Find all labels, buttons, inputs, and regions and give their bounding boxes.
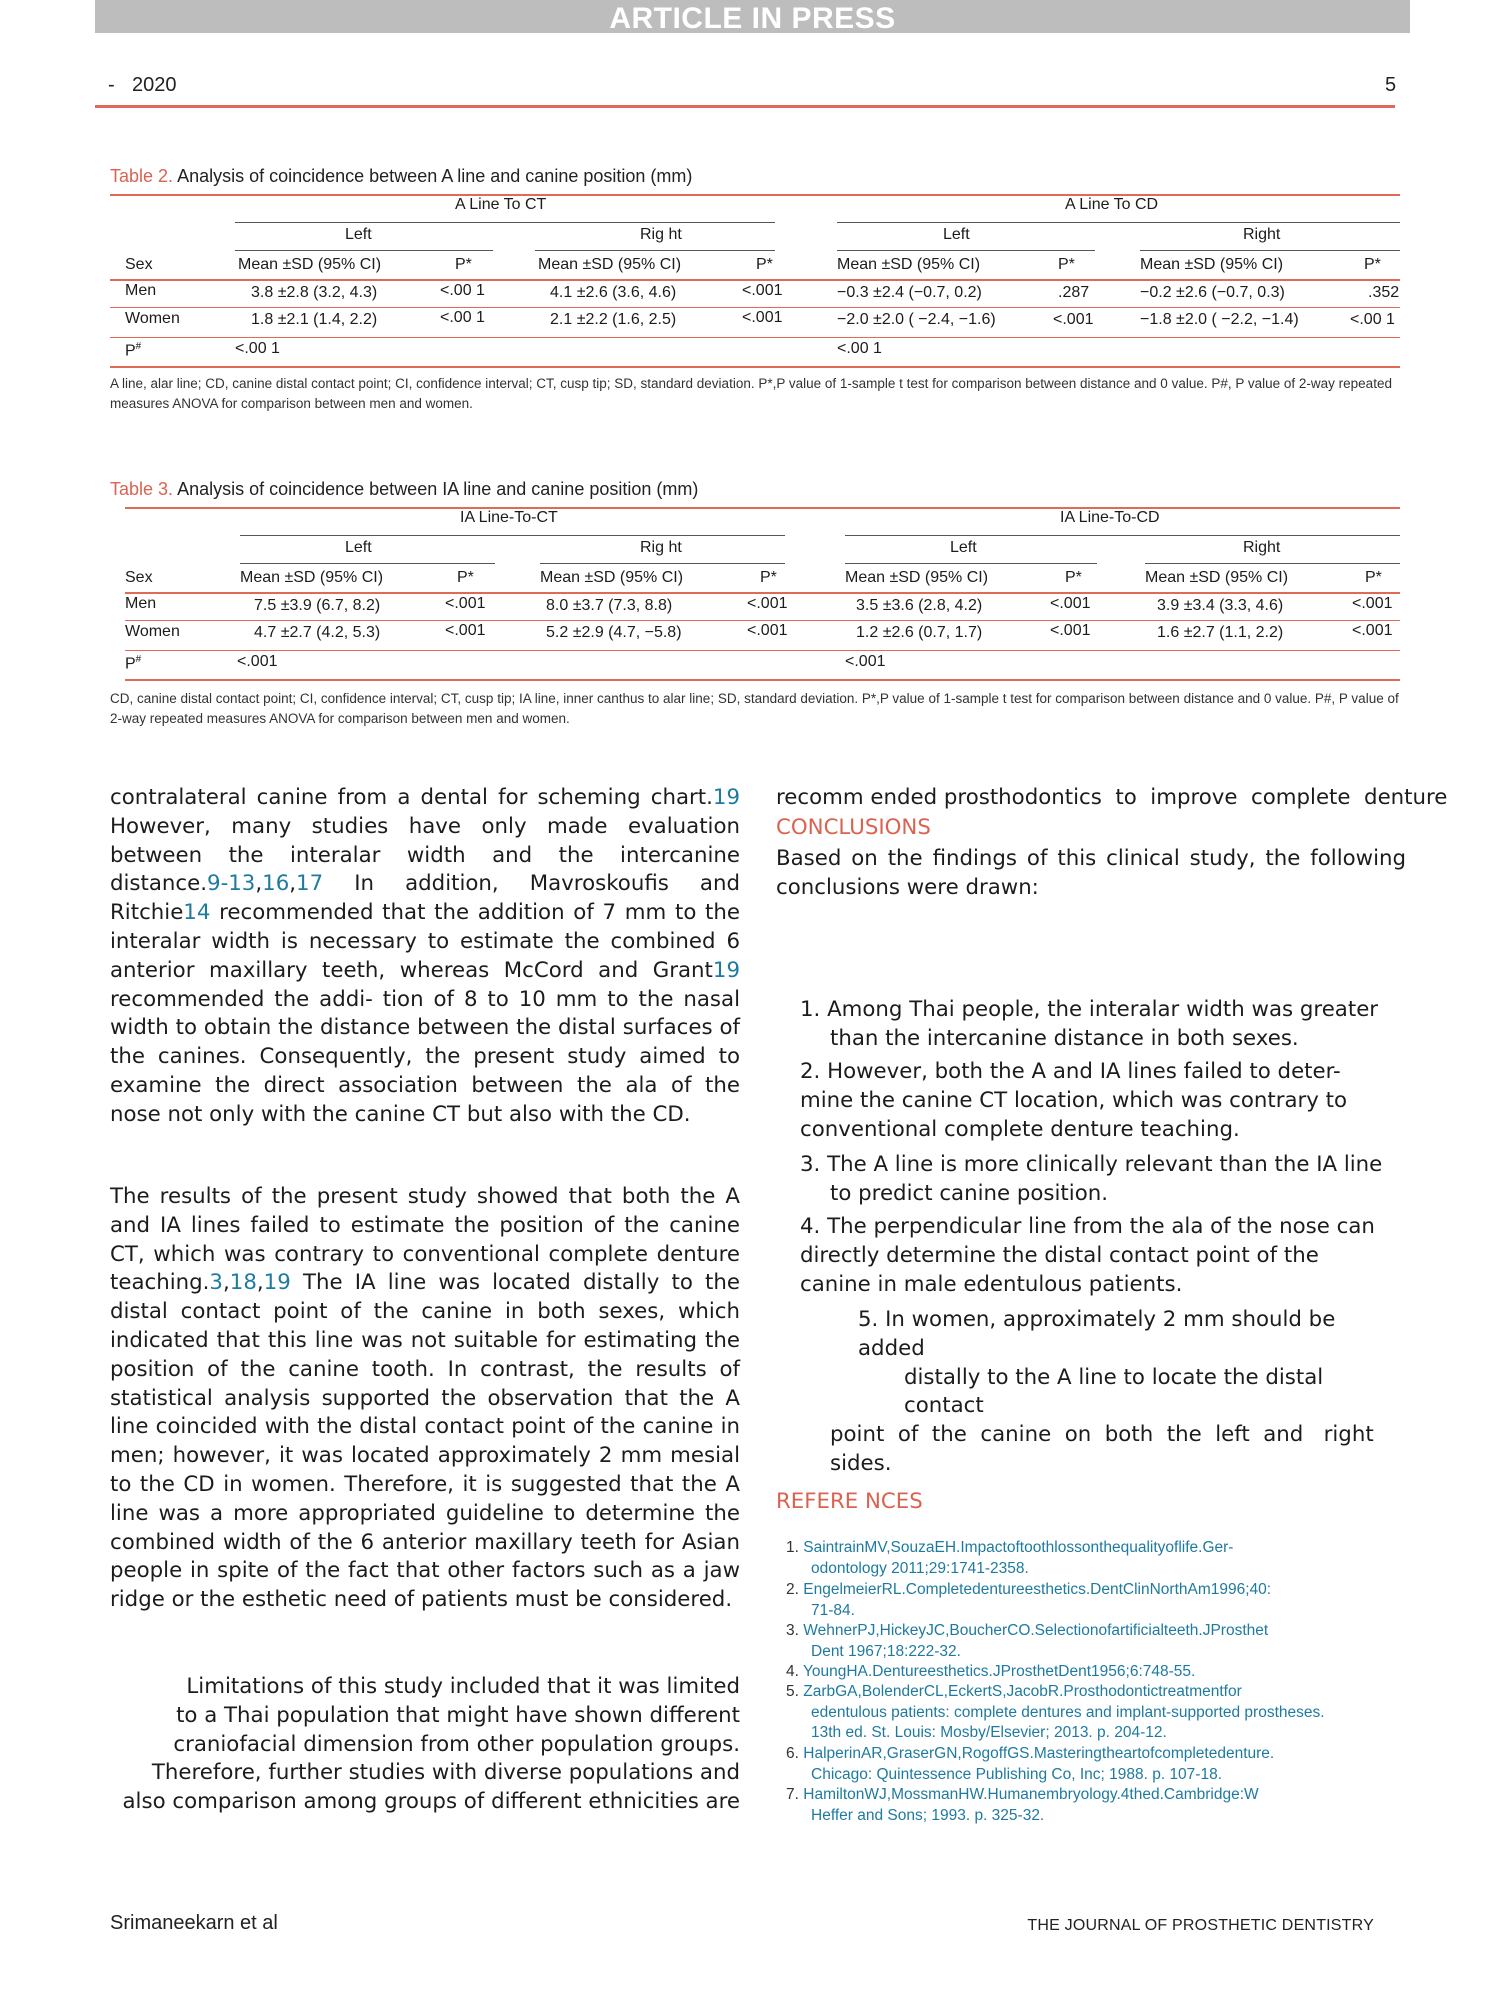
table-cell: 1.6 ±2.7 (1.1, 2.2) bbox=[1157, 624, 1284, 641]
table-cell: .352 bbox=[1368, 284, 1400, 301]
table-3-footnote: CD, canine distal contact point; CI, confidence interval; CT, cusp tip; IA line, inner canthus to alar line; SD, standard deviation. P*,P value of 1-sample t test for comparison between distance and 0 value. P#, P value of 2-way repeated measures ANOVA for comparison between men and women. bbox=[110, 691, 1399, 726]
header-rule bbox=[95, 105, 1395, 108]
table-cell: <.001 bbox=[237, 653, 278, 670]
text-line: conventional complete denture teaching. bbox=[800, 1116, 1240, 1142]
ref-text: odontology 2011;29:1741-2358. bbox=[811, 1559, 1029, 1577]
citation-separator: , bbox=[256, 1270, 264, 1296]
col-header-p: P* bbox=[1058, 256, 1075, 273]
table-3-title: Analysis of coincidence between IA line and canine position (mm) bbox=[177, 479, 699, 499]
col-header-mean: Mean ±SD (95% CI) bbox=[1140, 256, 1284, 273]
row-rule bbox=[125, 650, 1400, 651]
citation: 19 bbox=[263, 1270, 291, 1296]
side-rule bbox=[240, 563, 495, 564]
text-line: than the intercanine distance in both sexes. bbox=[830, 1025, 1299, 1051]
ref-number: 7. bbox=[786, 1786, 799, 1803]
group-rule bbox=[845, 535, 1400, 536]
side-rule bbox=[1140, 250, 1400, 251]
ref-text: YoungHA.Dentureesthetics.JProsthetDent1956;6:748-55. bbox=[802, 1663, 1196, 1680]
p-sup: # bbox=[135, 341, 142, 352]
table-cell: −2.0 ±2.0 ( −2.4, −1.6) bbox=[837, 311, 996, 328]
table-cell: <.001 bbox=[747, 595, 788, 612]
table-cell: <.001 bbox=[845, 653, 886, 670]
table-cell: <.001 bbox=[445, 595, 486, 612]
row-sex: Women bbox=[125, 623, 180, 640]
text-line: 4. The perpendicular line from the ala of the nose can bbox=[800, 1214, 1375, 1239]
ref-text: 71-84. bbox=[811, 1601, 855, 1619]
table-cell: <.00 1 bbox=[440, 282, 485, 299]
text-line: 5. In women, approximately 2 mm should be added bbox=[858, 1307, 1336, 1361]
col-header-mean: Mean ±SD (95% CI) bbox=[837, 256, 981, 273]
group-rule bbox=[837, 222, 1400, 223]
col-header-p: P* bbox=[1364, 256, 1381, 273]
table-cell: <.001 bbox=[1352, 622, 1393, 639]
p-hash-label bbox=[125, 341, 141, 360]
p-label: P bbox=[125, 655, 136, 673]
table-cell: 3.8 ±2.8 (3.2, 4.3) bbox=[251, 284, 378, 301]
page-number: 5 bbox=[1385, 74, 1397, 96]
citation: 9-13 bbox=[207, 871, 256, 897]
row-sex: Men bbox=[125, 282, 157, 299]
row-rule bbox=[110, 307, 1400, 308]
col-header-p: P* bbox=[760, 569, 777, 586]
table-cell: <.001 bbox=[742, 309, 783, 326]
conclusion-item-1 bbox=[800, 996, 1400, 1054]
ref-text: EngelmeierRL.Completedentureesthetics.DentClinNorthAm1996;40: bbox=[803, 1581, 1272, 1598]
text-line: point of the canine on both the left and right bbox=[830, 1422, 1374, 1448]
col-header-p: P* bbox=[455, 256, 472, 273]
ref-number: 5. bbox=[786, 1683, 799, 1700]
reference-2 bbox=[786, 1580, 1426, 1621]
header-year: 2020 bbox=[132, 74, 177, 96]
table-2-footnote: A line, alar line; CD, canine distal contact point; CI, confidence interval; CT, cusp tip; SD, standard deviation. P*,P value of 1-sample t test for comparison between distance and 0 value. P#, P value of 2-way repeated measures ANOVA for comparison between men and women. bbox=[110, 376, 1392, 411]
conclusion-item-2 bbox=[800, 1058, 1400, 1144]
side-header: Right bbox=[1243, 226, 1281, 243]
paragraph-text: The results of the present study showed that both the A and IA lines failed to estimate the position of the canine CT, which was contrary to conventional complete denture teaching. bbox=[110, 1184, 740, 1296]
table-cell: <.001 bbox=[1050, 595, 1091, 612]
citation: 14 bbox=[183, 900, 211, 926]
table-cell: <.00 1 bbox=[440, 309, 485, 326]
col-header-p: P* bbox=[756, 256, 773, 273]
citation: 17 bbox=[296, 871, 324, 897]
conclusion-item-4 bbox=[800, 1213, 1400, 1299]
table-cell: 8.0 ±3.7 (7.3, 8.8) bbox=[546, 597, 673, 614]
table-cell: −0.3 ±2.4 (−0.7, 0.2) bbox=[837, 284, 982, 301]
col-header-mean: Mean ±SD (95% CI) bbox=[540, 569, 684, 586]
text-line: 2. However, both the A and IA lines failed to deter- bbox=[800, 1059, 1341, 1084]
table-cell: <.001 bbox=[445, 622, 486, 639]
table-cell: <.001 bbox=[1352, 595, 1393, 612]
table-cell: <.001 bbox=[1050, 622, 1091, 639]
col-header-p: P* bbox=[457, 569, 474, 586]
side-header: Left bbox=[943, 226, 970, 243]
table-3 bbox=[110, 479, 1400, 726]
table-rule bbox=[110, 194, 1400, 196]
text-line: 1. Among Thai people, the interalar width was greater bbox=[800, 997, 1379, 1022]
side-header: Left bbox=[345, 539, 372, 556]
p-sup: # bbox=[135, 654, 142, 665]
text-line: Therefore, further studies with diverse populations and bbox=[151, 1760, 740, 1786]
table-cell: 3.9 ±3.4 (3.3, 4.6) bbox=[1157, 597, 1284, 614]
group-header: IA Line-To-CD bbox=[1060, 509, 1160, 526]
ref-number: 3. bbox=[786, 1622, 799, 1639]
col-header-p: P* bbox=[1365, 569, 1382, 586]
ref-text: Heffer and Sons; 1993. p. 325-32. bbox=[811, 1806, 1045, 1824]
ref-text: 13th ed. St. Louis: Mosby/Elsevier; 2013. p. 204-12. bbox=[811, 1724, 1167, 1741]
text-line: sides. bbox=[830, 1450, 892, 1476]
table-cell: <.00 1 bbox=[235, 340, 280, 357]
text-line: mine the canine CT location, which was contrary to bbox=[800, 1087, 1348, 1113]
reference-7 bbox=[786, 1785, 1426, 1826]
table-cell: 2.1 ±2.2 (1.6, 2.5) bbox=[550, 311, 677, 328]
text-line: to a Thai population that might have shown different bbox=[176, 1702, 740, 1728]
side-header: Right bbox=[1243, 539, 1281, 556]
table-rule bbox=[125, 679, 1400, 681]
table-cell: −1.8 ±2.0 ( −2.2, −1.4) bbox=[1140, 311, 1299, 328]
col-header-p: P* bbox=[1065, 569, 1082, 586]
ref-number: 6. bbox=[786, 1745, 799, 1762]
table-rule bbox=[125, 507, 1400, 509]
table-cell: .287 bbox=[1058, 284, 1090, 301]
text-line: craniofacial dimension from other population groups. bbox=[173, 1731, 740, 1757]
col-header-mean: Mean ±SD (95% CI) bbox=[240, 569, 384, 586]
group-header: IA Line-To-CT bbox=[460, 509, 558, 526]
header-mark: - bbox=[108, 74, 115, 96]
table-cell: <.00 1 bbox=[837, 340, 882, 357]
row-rule bbox=[110, 337, 1400, 338]
citation: 3 bbox=[209, 1270, 223, 1296]
side-rule bbox=[535, 250, 775, 251]
side-header: Rig ht bbox=[640, 226, 682, 243]
side-rule bbox=[540, 563, 785, 564]
side-header: Rig ht bbox=[640, 539, 682, 556]
paragraph-text: However, many studies have only made evaluation between the interalar width and the intercanine distance. bbox=[110, 813, 740, 897]
text-line: distally to the A line to locate the distal contact bbox=[904, 1364, 1324, 1419]
paragraph-text: recommended the addi- tion of 8 to 10 mm to the nasal width to obtain the distance between the distal surfaces of the canines. Consequently, the present study aimed to examine the direct association between the ala of the nose not only with the canine CT but also with the CD. bbox=[110, 986, 740, 1127]
ref-number: 2. bbox=[786, 1581, 799, 1598]
paragraph-text: recommended that the addition of 7 mm to the interalar width is necessary to estimate the combined 6 anterior maxillary teeth, whereas McCord and Grant bbox=[110, 900, 740, 983]
col-header-mean: Mean ±SD (95% CI) bbox=[1145, 569, 1289, 586]
table-cell: 4.7 ±2.7 (4.2, 5.3) bbox=[254, 624, 381, 641]
reference-6 bbox=[786, 1744, 1426, 1785]
continued-text: recomm ended prosthodontics to improve complete denture bbox=[776, 785, 1448, 810]
side-rule bbox=[1145, 563, 1400, 564]
text-line: Limitations of this study included that it was limited bbox=[186, 1674, 740, 1699]
citation: 19 bbox=[712, 785, 740, 810]
table-rule bbox=[125, 592, 1400, 594]
text-line: also comparison among groups of different ethnicities are bbox=[122, 1789, 740, 1815]
side-rule bbox=[845, 563, 1097, 564]
conclusions-intro: Based on the findings of this clinical study, the following conclusions were drawn: bbox=[776, 846, 1406, 900]
group-rule bbox=[235, 222, 775, 223]
limitations-paragraph bbox=[110, 1673, 740, 1817]
col-header-mean: Mean ±SD (95% CI) bbox=[538, 256, 682, 273]
discussion-paragraph-1 bbox=[110, 784, 740, 1130]
ref-text: Dent 1967;18:222-32. bbox=[811, 1642, 961, 1660]
reference-3 bbox=[786, 1621, 1426, 1662]
conclusion-item-3 bbox=[800, 1151, 1400, 1209]
side-header: Left bbox=[345, 226, 372, 243]
citation-separator: , bbox=[255, 871, 263, 897]
table-2-title: Analysis of coincidence between A line and canine position (mm) bbox=[177, 166, 693, 186]
citation: 16 bbox=[262, 871, 290, 897]
citation: 18 bbox=[229, 1270, 257, 1296]
paragraph-text: In addition, Mavroskoufis and Ritchie bbox=[110, 871, 740, 926]
table-cell: 1.8 ±2.1 (1.4, 2.2) bbox=[251, 311, 378, 328]
table-cell: −0.2 ±2.6 (−0.7, 0.3) bbox=[1140, 284, 1285, 301]
footer-authors: Srimaneekarn et al bbox=[110, 1912, 278, 1934]
ref-text: WehnerPJ,HickeyJC,BoucherCO.Selectionofartificialteeth.JProsthet bbox=[803, 1622, 1269, 1639]
p-label: P bbox=[125, 342, 136, 360]
overlapping-text: contralateral canine from a dental for scheming chart. bbox=[110, 785, 713, 810]
side-rule bbox=[837, 250, 1095, 251]
table-cell: <.00 1 bbox=[1350, 311, 1395, 328]
row-sex: Women bbox=[125, 310, 180, 327]
table-cell: 4.1 ±2.6 (3.6, 4.6) bbox=[550, 284, 677, 301]
text-line: canine in male edentulous patients. bbox=[800, 1271, 1183, 1297]
table-3-label: Table 3. bbox=[110, 479, 174, 499]
p-hash-label bbox=[125, 654, 141, 673]
table-cell: 5.2 ±2.9 (4.7, −5.8) bbox=[546, 624, 682, 641]
ref-text: HamiltonWJ,MossmanHW.Humanembryology.4thed.Cambridge:W bbox=[803, 1786, 1259, 1803]
footer-journal: THE JOURNAL OF PROSTHETIC DENTISTRY bbox=[1027, 1917, 1374, 1934]
reference-1 bbox=[786, 1538, 1426, 1579]
side-rule bbox=[235, 250, 493, 251]
conclusion-item-5 bbox=[830, 1306, 1406, 1479]
conclusions-heading: CONCLUSIONS bbox=[776, 815, 931, 840]
ref-text: ZarbGA,BolenderCL,EckertS,JacobR.Prosthodontictreatmentfor bbox=[803, 1683, 1242, 1700]
text-line: directly determine the distal contact point of the bbox=[800, 1242, 1319, 1268]
ref-text: edentulous patients: complete dentures and implant-supported prostheses. bbox=[811, 1703, 1325, 1721]
citation-separator: , bbox=[289, 871, 297, 897]
col-header-sex: Sex bbox=[125, 569, 153, 586]
row-sex: Men bbox=[125, 595, 157, 612]
table-rule bbox=[110, 279, 1400, 281]
ref-number: 4. bbox=[786, 1663, 799, 1680]
paragraph-text: The IA line was located distally to the distal contact point of the canine in both sexes, which indicated that this line was not suitable for estimating the position of the canine tooth. In contrast, the results of statistical analysis supported the observation that the A line coincided with the distal contact point of the canine in men; however, it was located approximately 2 mm mesial to the CD in women. Therefore, it is suggested that the A line was a more appropriated guideline to determine the combined width of the 6 anterior maxillary teeth for Asian people in spite of the fact that other factors such as a jaw ridge or the esthetic need of patients must be considered. bbox=[110, 1270, 740, 1613]
references-heading: REFERE NCES bbox=[776, 1489, 923, 1514]
table-cell: 7.5 ±3.9 (6.7, 8.2) bbox=[254, 597, 381, 614]
citation: 19 bbox=[712, 957, 740, 983]
col-header-sex: Sex bbox=[125, 256, 153, 273]
reference-5 bbox=[786, 1682, 1426, 1744]
table-3-caption bbox=[110, 479, 1400, 500]
ref-text: HalperinAR,GraserGN,RogoffGS.Masteringtheartofcompletedenture. bbox=[803, 1745, 1275, 1762]
text-line: 3. The A line is more clinically relevant than the IA line bbox=[800, 1152, 1383, 1177]
group-header: A Line To CD bbox=[1065, 196, 1159, 213]
ref-number: 1. bbox=[786, 1539, 799, 1556]
table-cell: <.001 bbox=[747, 622, 788, 639]
table-rule bbox=[110, 366, 1400, 368]
ref-text: SaintrainMV,SouzaEH.Impactoftoothlossonthequalityoflife.Ger- bbox=[803, 1539, 1234, 1556]
table-cell: <.001 bbox=[1053, 311, 1094, 328]
table-2-caption bbox=[110, 166, 1400, 187]
col-header-mean: Mean ±SD (95% CI) bbox=[238, 256, 382, 273]
text-line: to predict canine position. bbox=[830, 1180, 1108, 1206]
table-cell: 3.5 ±3.6 (2.8, 4.2) bbox=[856, 597, 983, 614]
col-header-mean: Mean ±SD (95% CI) bbox=[845, 569, 989, 586]
row-rule bbox=[125, 620, 1400, 621]
group-rule bbox=[240, 535, 785, 536]
citation-separator: , bbox=[222, 1270, 230, 1296]
ref-text: Chicago: Quintessence Publishing Co, Inc; 1988. p. 107-18. bbox=[811, 1765, 1223, 1783]
table-2 bbox=[110, 166, 1400, 411]
table-cell: <.001 bbox=[742, 282, 783, 299]
table-2-label: Table 2. bbox=[110, 166, 174, 186]
reference-4 bbox=[786, 1662, 1426, 1683]
group-header: A Line To CT bbox=[455, 196, 547, 213]
side-header: Left bbox=[950, 539, 977, 556]
article-in-press-banner: ARTICLE IN PRESS bbox=[95, 0, 1410, 33]
discussion-paragraph-2 bbox=[110, 1183, 740, 1615]
table-cell: 1.2 ±2.6 (0.7, 1.7) bbox=[856, 624, 983, 641]
